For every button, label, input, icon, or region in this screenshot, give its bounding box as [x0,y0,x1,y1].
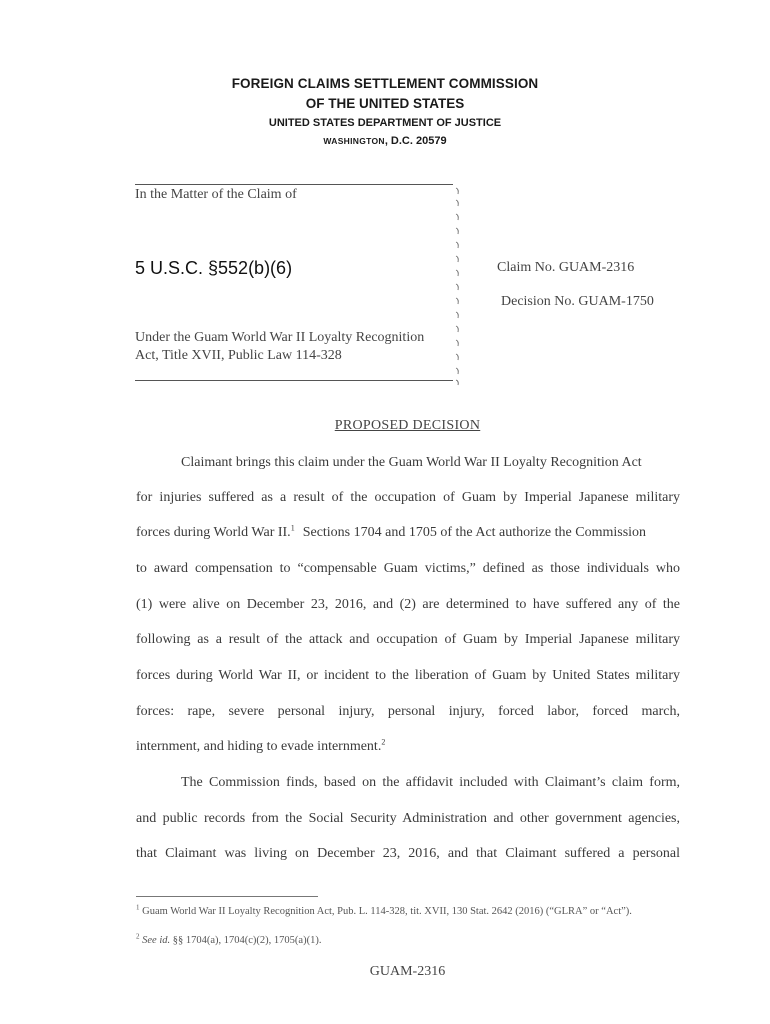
body-line [136,525,680,541]
footnote-2 [136,932,681,946]
body-line: Claimant brings this claim under the Guam World War II Loyalty Recognition Act [181,455,642,470]
page-footer-claim-id: GUAM-2316 [369,964,446,979]
body-line: forces: rape, severe personal injury, personal injury, forced labor, forced march, [136,704,680,719]
document-title: PROPOSED DECISION [334,418,481,433]
body-line: (1) were alive on December 23, 2016, and (2) are determined to have suffered any of the [136,597,680,612]
body-line: to award compensation to “compensable Guam victims,” defined as those individuals who [136,561,680,576]
body-line: that Claimant was living on December 23, 2016, and that Claimant suffered a personal [136,846,680,861]
caption-bottom-rule [135,380,453,381]
body-line [136,739,680,755]
footnote-number: 2 [136,932,140,941]
body-text: forces during World War II. [136,525,291,540]
footnote-text: Guam World War II Loyalty Recognition Act, Pub. L. 114-328, tit. XVII, 130 Stat. 2642 (2016) (“GLRA” or “Act”). [142,906,632,917]
decision-number: Decision No. GUAM-1750 [501,294,654,309]
body-line: for injuries suffered as a result of the occupation of Guam by Imperial Japanese military [136,490,680,505]
claim-number: Claim No. GUAM-2316 [497,260,635,275]
address-city: WASHINGTON [323,136,385,146]
matter-of-claim: In the Matter of the Claim of [135,187,297,202]
body-line: and public records from the Social Security Administration and other government agencies, [136,811,680,826]
department-name: UNITED STATES DEPARTMENT OF JUSTICE [268,117,502,129]
footnote-separator [136,896,318,897]
body-line: forces during World War II, or incident to the liberation of Guam by United States military [136,668,680,683]
agency-address [0,135,770,147]
address-rest: , D.C. 20579 [384,135,447,147]
footnote-number: 1 [136,903,140,912]
footnote-ref: 1 [290,523,295,533]
act-reference-line2: Act, Title XVII, Public Law 114-328 [135,348,342,363]
footnote-1 [136,903,681,917]
footnote-text: §§ 1704(a), 1704(c)(2), 1705(a)(1). [170,935,322,946]
body-line: The Commission finds, based on the affidavit included with Claimant’s claim form, [181,775,680,790]
footnote-ref: 2 [381,737,386,747]
body-line: following as a result of the attack and occupation of Guam by Imperial Japanese military [136,632,680,647]
redaction-citation: 5 U.S.C. §552(b)(6) [135,258,293,278]
act-reference-line1: Under the Guam World War II Loyalty Recognition [135,330,425,345]
body-text: Sections 1704 and 1705 of the Act authorize the Commission [302,525,647,540]
caption-top-rule [135,184,453,185]
caption-brace-divider [453,186,461,386]
agency-name: FOREIGN CLAIMS SETTLEMENT COMMISSION [231,76,539,91]
agency-name-line2: OF THE UNITED STATES [305,96,465,111]
body-text: internment, and hiding to evade internment. [136,739,382,754]
footnote-signal: See id. [142,935,171,946]
